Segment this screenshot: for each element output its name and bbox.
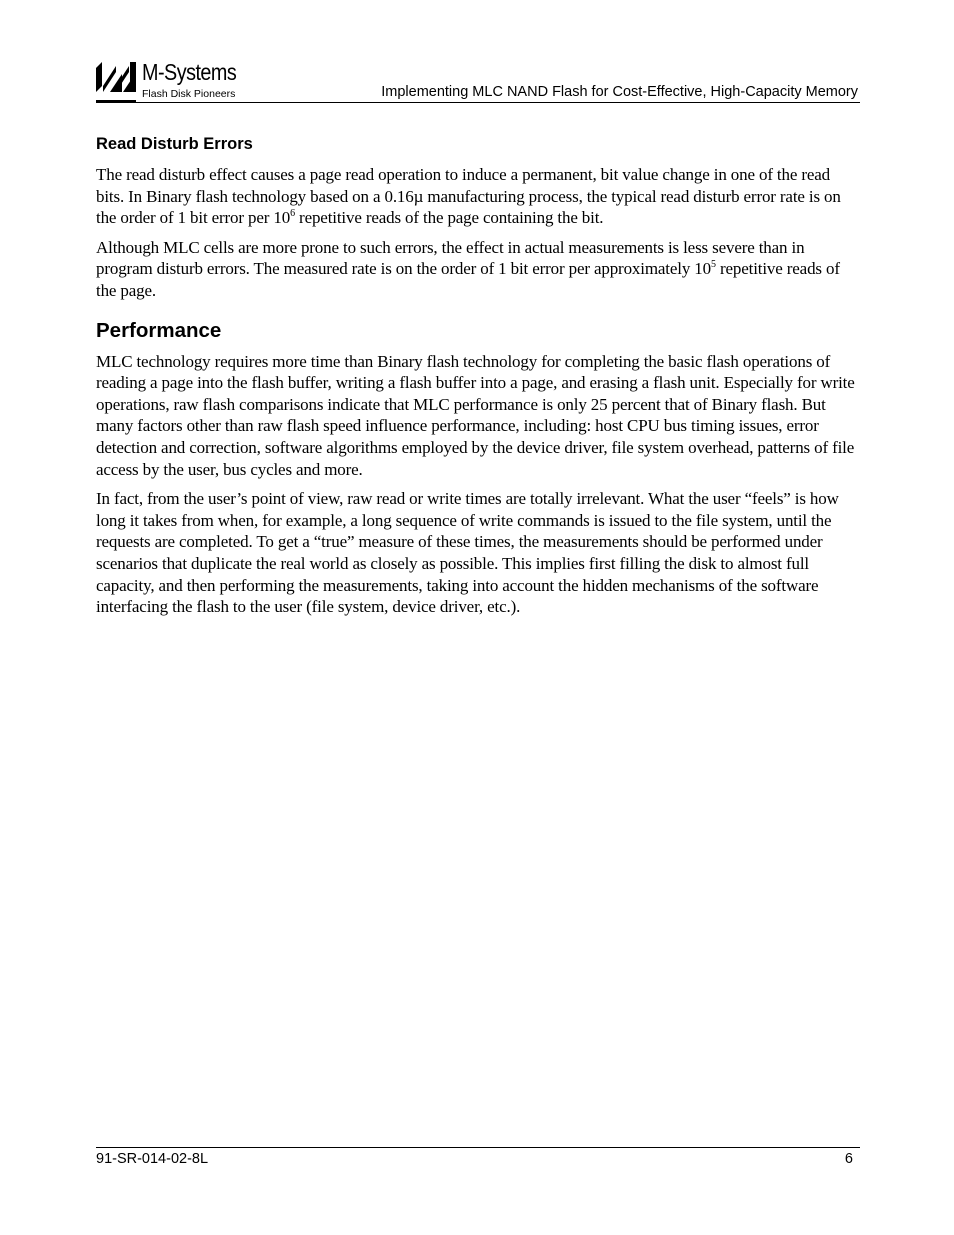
performance-paragraph-2: In fact, from the user’s point of view, raw read or write times are totally irrelevant. What the user “feels” is how long it takes from when, for example, a long sequence of write commands is issued to the file system, until the requests are completed. To get a “true” measure of these times, the measurements should be performed under scenarios that duplicate the real world as closely as possible. This implies first filling the disk to almost full capacity, and then performing the measurements, taking into account the hidden mechanisms of the software interfacing the flash to the user (file system, device driver, etc.). bbox=[96, 489, 839, 617]
logo-tagline: Flash Disk Pioneers bbox=[142, 88, 236, 100]
paragraph-text: The read disturb effect causes a page read operation to induce a permanent, bit value change in one of the read bits. In Binary flash technology based on a 0.16µ manufacturing process, the typical read disturb error rate is on the order of 1 bit error per 10 bbox=[96, 165, 841, 228]
read-disturb-paragraph-1 bbox=[96, 164, 858, 229]
exponent: 5 bbox=[711, 258, 716, 270]
read-disturb-paragraph-2 bbox=[96, 237, 858, 302]
m-systems-logo-icon bbox=[96, 62, 136, 92]
company-logo bbox=[96, 59, 256, 102]
page-number: 6 bbox=[844, 1151, 853, 1167]
paragraph-text: repetitive reads of the page containing the bit. bbox=[294, 208, 604, 228]
performance-heading: Performance bbox=[96, 318, 222, 342]
read-disturb-heading: Read Disturb Errors bbox=[96, 135, 253, 153]
page-header bbox=[96, 60, 860, 104]
document-number: 91-SR-014-02-8L bbox=[96, 1151, 209, 1167]
header-divider bbox=[96, 102, 860, 103]
footer-divider bbox=[96, 1147, 860, 1148]
page-body bbox=[96, 132, 858, 626]
performance-paragraph-1: MLC technology requires more time than Binary flash technology for completing the basic flash operations of reading a page into the flash buffer, writing a flash buffer into a page, and erasing a flash unit. Especially for write operations, raw flash comparisons indicate that MLC performance is only 25 percent that of Binary flash. But many factors other than raw flash speed influence performance, including: host CPU bus timing issues, error detection and correction, software algorithms employed by the device driver, file system overhead, patterns of file access by the user, bus cycles and more. bbox=[96, 351, 855, 479]
paragraph-text: repetitive reads of the page. bbox=[96, 259, 840, 300]
exponent: 6 bbox=[290, 207, 295, 219]
paragraph-text: Although MLC cells are more prone to such errors, the effect in actual measurements is less severe than in program disturb errors. The measured rate is on the order of 1 bit error per approximately 10 bbox=[96, 237, 805, 279]
document-title: Implementing MLC NAND Flash for Cost-Effective, High-Capacity Memory bbox=[381, 84, 858, 100]
logo-name: M-Systems bbox=[142, 59, 237, 85]
